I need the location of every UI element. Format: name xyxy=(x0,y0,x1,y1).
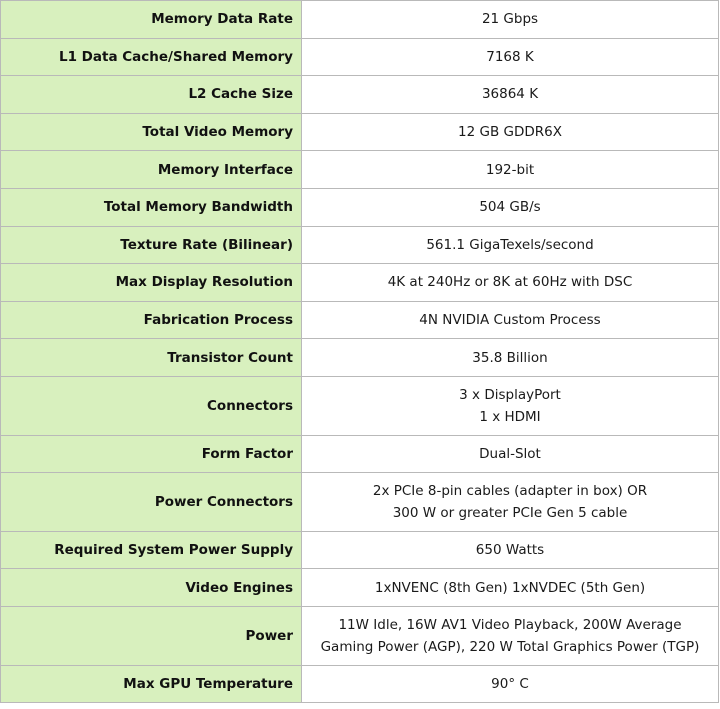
spec-row-video-engines xyxy=(1,569,719,607)
spec-row-power xyxy=(1,606,719,665)
spec-label: L2 Cache Size xyxy=(1,76,302,114)
spec-label: Fabrication Process xyxy=(1,301,302,339)
spec-value: 12 GB GDDR6X xyxy=(302,113,719,151)
spec-label: Max Display Resolution xyxy=(1,264,302,302)
spec-value xyxy=(302,473,719,532)
spec-label: Memory Data Rate xyxy=(1,1,302,39)
spec-label: Power xyxy=(1,606,302,665)
spec-value: 4N NVIDIA Custom Process xyxy=(302,301,719,339)
spec-label: Total Memory Bandwidth xyxy=(1,188,302,226)
spec-value: 90° C xyxy=(302,665,719,703)
spec-label: Transistor Count xyxy=(1,339,302,377)
spec-value: 21 Gbps xyxy=(302,1,719,39)
spec-row-memory-data-rate xyxy=(1,1,719,39)
spec-value: 1xNVENC (8th Gen) 1xNVDEC (5th Gen) xyxy=(302,569,719,607)
spec-value: Dual-Slot xyxy=(302,435,719,473)
spec-value-line: 2x PCIe 8-pin cables (adapter in box) OR xyxy=(372,482,648,499)
spec-label: Connectors xyxy=(1,376,302,435)
spec-label: Max GPU Temperature xyxy=(1,665,302,703)
spec-value-line: 11W Idle, 16W AV1 Video Playback, 200W Average xyxy=(338,616,682,633)
spec-value: 561.1 GigaTexels/second xyxy=(302,226,719,264)
spec-row-max-display-resolution xyxy=(1,264,719,302)
spec-label: Video Engines xyxy=(1,569,302,607)
spec-value-line: 300 W or greater PCIe Gen 5 cable xyxy=(392,504,628,521)
spec-row-total-video-memory xyxy=(1,113,719,151)
spec-label: Power Connectors xyxy=(1,473,302,532)
spec-row-transistor-count xyxy=(1,339,719,377)
spec-value: 504 GB/s xyxy=(302,188,719,226)
spec-value: 4K at 240Hz or 8K at 60Hz with DSC xyxy=(302,264,719,302)
spec-row-fabrication-process xyxy=(1,301,719,339)
spec-value-line: Gaming Power (AGP), 220 W Total Graphics Power (TGP) xyxy=(320,638,700,655)
spec-row-memory-interface xyxy=(1,151,719,189)
spec-row-required-psu xyxy=(1,531,719,569)
spec-label: Total Video Memory xyxy=(1,113,302,151)
spec-value xyxy=(302,606,719,665)
spec-row-texture-rate xyxy=(1,226,719,264)
spec-row-power-connectors xyxy=(1,473,719,532)
spec-label: L1 Data Cache/Shared Memory xyxy=(1,38,302,76)
spec-row-connectors xyxy=(1,376,719,435)
spec-row-l2-cache xyxy=(1,76,719,114)
spec-label: Texture Rate (Bilinear) xyxy=(1,226,302,264)
spec-value-line: 1 x HDMI xyxy=(479,408,541,425)
spec-label: Required System Power Supply xyxy=(1,531,302,569)
spec-value: 36864 K xyxy=(302,76,719,114)
spec-row-form-factor xyxy=(1,435,719,473)
spec-value: 7168 K xyxy=(302,38,719,76)
spec-value: 192-bit xyxy=(302,151,719,189)
spec-row-max-gpu-temperature xyxy=(1,665,719,703)
spec-label: Memory Interface xyxy=(1,151,302,189)
spec-row-memory-bandwidth xyxy=(1,188,719,226)
spec-label: Form Factor xyxy=(1,435,302,473)
spec-value: 35.8 Billion xyxy=(302,339,719,377)
spec-value xyxy=(302,376,719,435)
spec-value: 650 Watts xyxy=(302,531,719,569)
spec-value-line: 3 x DisplayPort xyxy=(459,386,561,403)
spec-row-l1-cache xyxy=(1,38,719,76)
